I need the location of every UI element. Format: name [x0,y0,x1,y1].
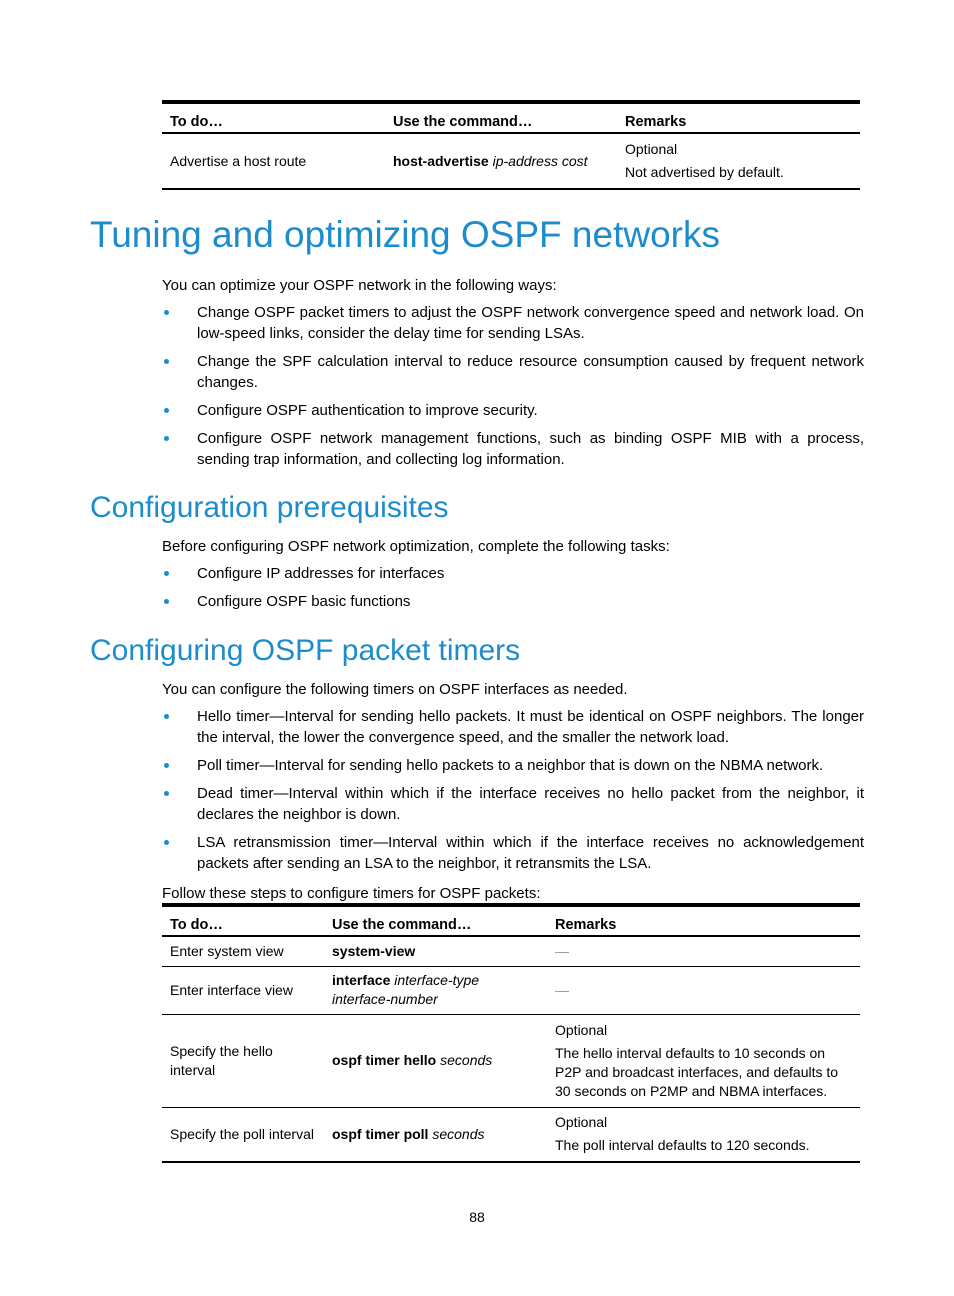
packet-timers-table [162,903,860,1163]
command-cell [324,936,547,966]
list-item-text: Change OSPF packet timers to adjust the OSPF network convergence speed and network load. On low-speed links, consider the delay time for sending LSAs. [197,304,864,342]
command-cell [324,1014,547,1107]
bullet-icon [164,571,169,576]
bullet-icon [164,359,169,364]
column-header-command: Use the command… [332,917,472,933]
timers-bullet-list [162,706,864,881]
remark-line: Optional [555,1114,608,1131]
remark-line: — [555,942,569,959]
remarks-cell [547,1014,860,1107]
list-item [162,832,864,874]
command-cell [324,1107,547,1162]
command-keyword: ospf timer hello [332,1052,437,1068]
command-cell [324,966,547,1014]
bullet-icon [164,714,169,719]
todo-cell: Advertise a host route [170,152,307,169]
bullet-icon [164,763,169,768]
command-cell [385,133,617,189]
table-row [162,936,860,966]
steps-intro: Follow these steps to configure timers for OSPF packets: [162,885,541,902]
command-keyword: interface [332,972,391,988]
command-argument: seconds [440,1052,493,1068]
list-item [162,302,864,344]
remarks-cell [547,1107,860,1162]
prerequisites-bullet-list [162,563,864,619]
column-header-command: Use the command… [393,114,533,130]
page-number: 88 [469,1209,485,1225]
list-item [162,351,864,393]
remark-line: Not advertised by default. [625,164,784,180]
list-item-text: Configure IP addresses for interfaces [197,565,445,582]
list-item [162,563,864,584]
table-row [162,1107,860,1162]
section-intro: You can configure the following timers on OSPF interfaces as needed. [162,681,628,698]
command-keyword: host-advertise [393,152,489,169]
bullet-icon [164,791,169,796]
command-keyword: system-view [332,942,416,959]
todo-cell: Specify the poll interval [170,1125,314,1142]
column-header-remarks: Remarks [555,917,617,933]
table-row [162,1014,860,1107]
section-intro: Before configuring OSPF network optimization, complete the following tasks: [162,538,670,555]
command-argument: seconds [432,1125,485,1142]
list-item-text: Configure OSPF authentication to improve security. [197,402,538,419]
host-advertise-table [162,100,860,190]
list-item-text: Change the SPF calculation interval to reduce resource consumption caused by frequent network changes. [197,353,864,391]
bullet-icon [164,599,169,604]
remark-line: Optional [625,141,678,157]
list-item-text: Configure OSPF network management functions, such as binding OSPF MIB with a process, sending trap information, and collecting log information. [197,430,864,468]
column-header-todo: To do… [170,114,223,130]
command-argument: ip-address cost [492,152,588,169]
remark-line: The poll interval defaults to 120 seconds. [555,1137,810,1154]
todo-cell: Enter interface view [170,981,293,998]
command-keyword: ospf timer poll [332,1125,429,1142]
list-item [162,400,864,421]
table-row [162,966,860,1014]
section-title-packet-timers: Configuring OSPF packet timers [90,634,521,667]
remark-line: — [555,981,569,998]
tuning-bullet-list [162,302,864,477]
bullet-icon [164,840,169,845]
bullet-icon [164,408,169,413]
bullet-icon [164,310,169,315]
list-item [162,706,864,748]
remark-line: Optional [555,1021,608,1038]
table-row [162,133,860,189]
section-title-prerequisites: Configuration prerequisites [90,491,449,524]
list-item-text: Hello timer—Interval for sending hello packets. It must be identical on OSPF neighbors. The longer the interval, the lower the convergence speed, and the smaller the network load. [197,708,864,746]
remarks-cell [547,966,860,1014]
remarks-cell [617,133,860,189]
section-title-tuning: Tuning and optimizing OSPF networks [90,214,720,255]
list-item [162,591,864,612]
remark-line: The hello interval defaults to 10 seconds on P2P and broadcast interfaces, and defaults to 30 seconds on P2MP and NBMA interfaces. [555,1044,839,1099]
list-item [162,783,864,825]
bullet-icon [164,436,169,441]
command-argument: interface-type interface-number [332,972,480,1007]
todo-cell: Enter system view [170,942,284,959]
list-item-text: Poll timer—Interval for sending hello packets to a neighbor that is down on the NBMA network. [197,757,824,774]
column-header-todo: To do… [170,917,223,933]
list-item-text: Configure OSPF basic functions [197,593,411,610]
list-item [162,755,864,776]
table-header-row [162,905,860,936]
list-item-text: LSA retransmission timer—Interval within which if the interface receives no acknowledgement packets after sending an LSA to the neighbor, it retransmits the LSA. [197,834,864,872]
table-header-row [162,102,860,133]
remarks-cell [547,936,860,966]
todo-cell: Specify the hello interval [170,1042,273,1078]
list-item-text: Dead timer—Interval within which if the interface receives no hello packet from the neighbor, it declares the neighbor is down. [197,785,864,823]
section-intro: You can optimize your OSPF network in the following ways: [162,277,557,294]
column-header-remarks: Remarks [625,114,687,130]
list-item [162,428,864,470]
